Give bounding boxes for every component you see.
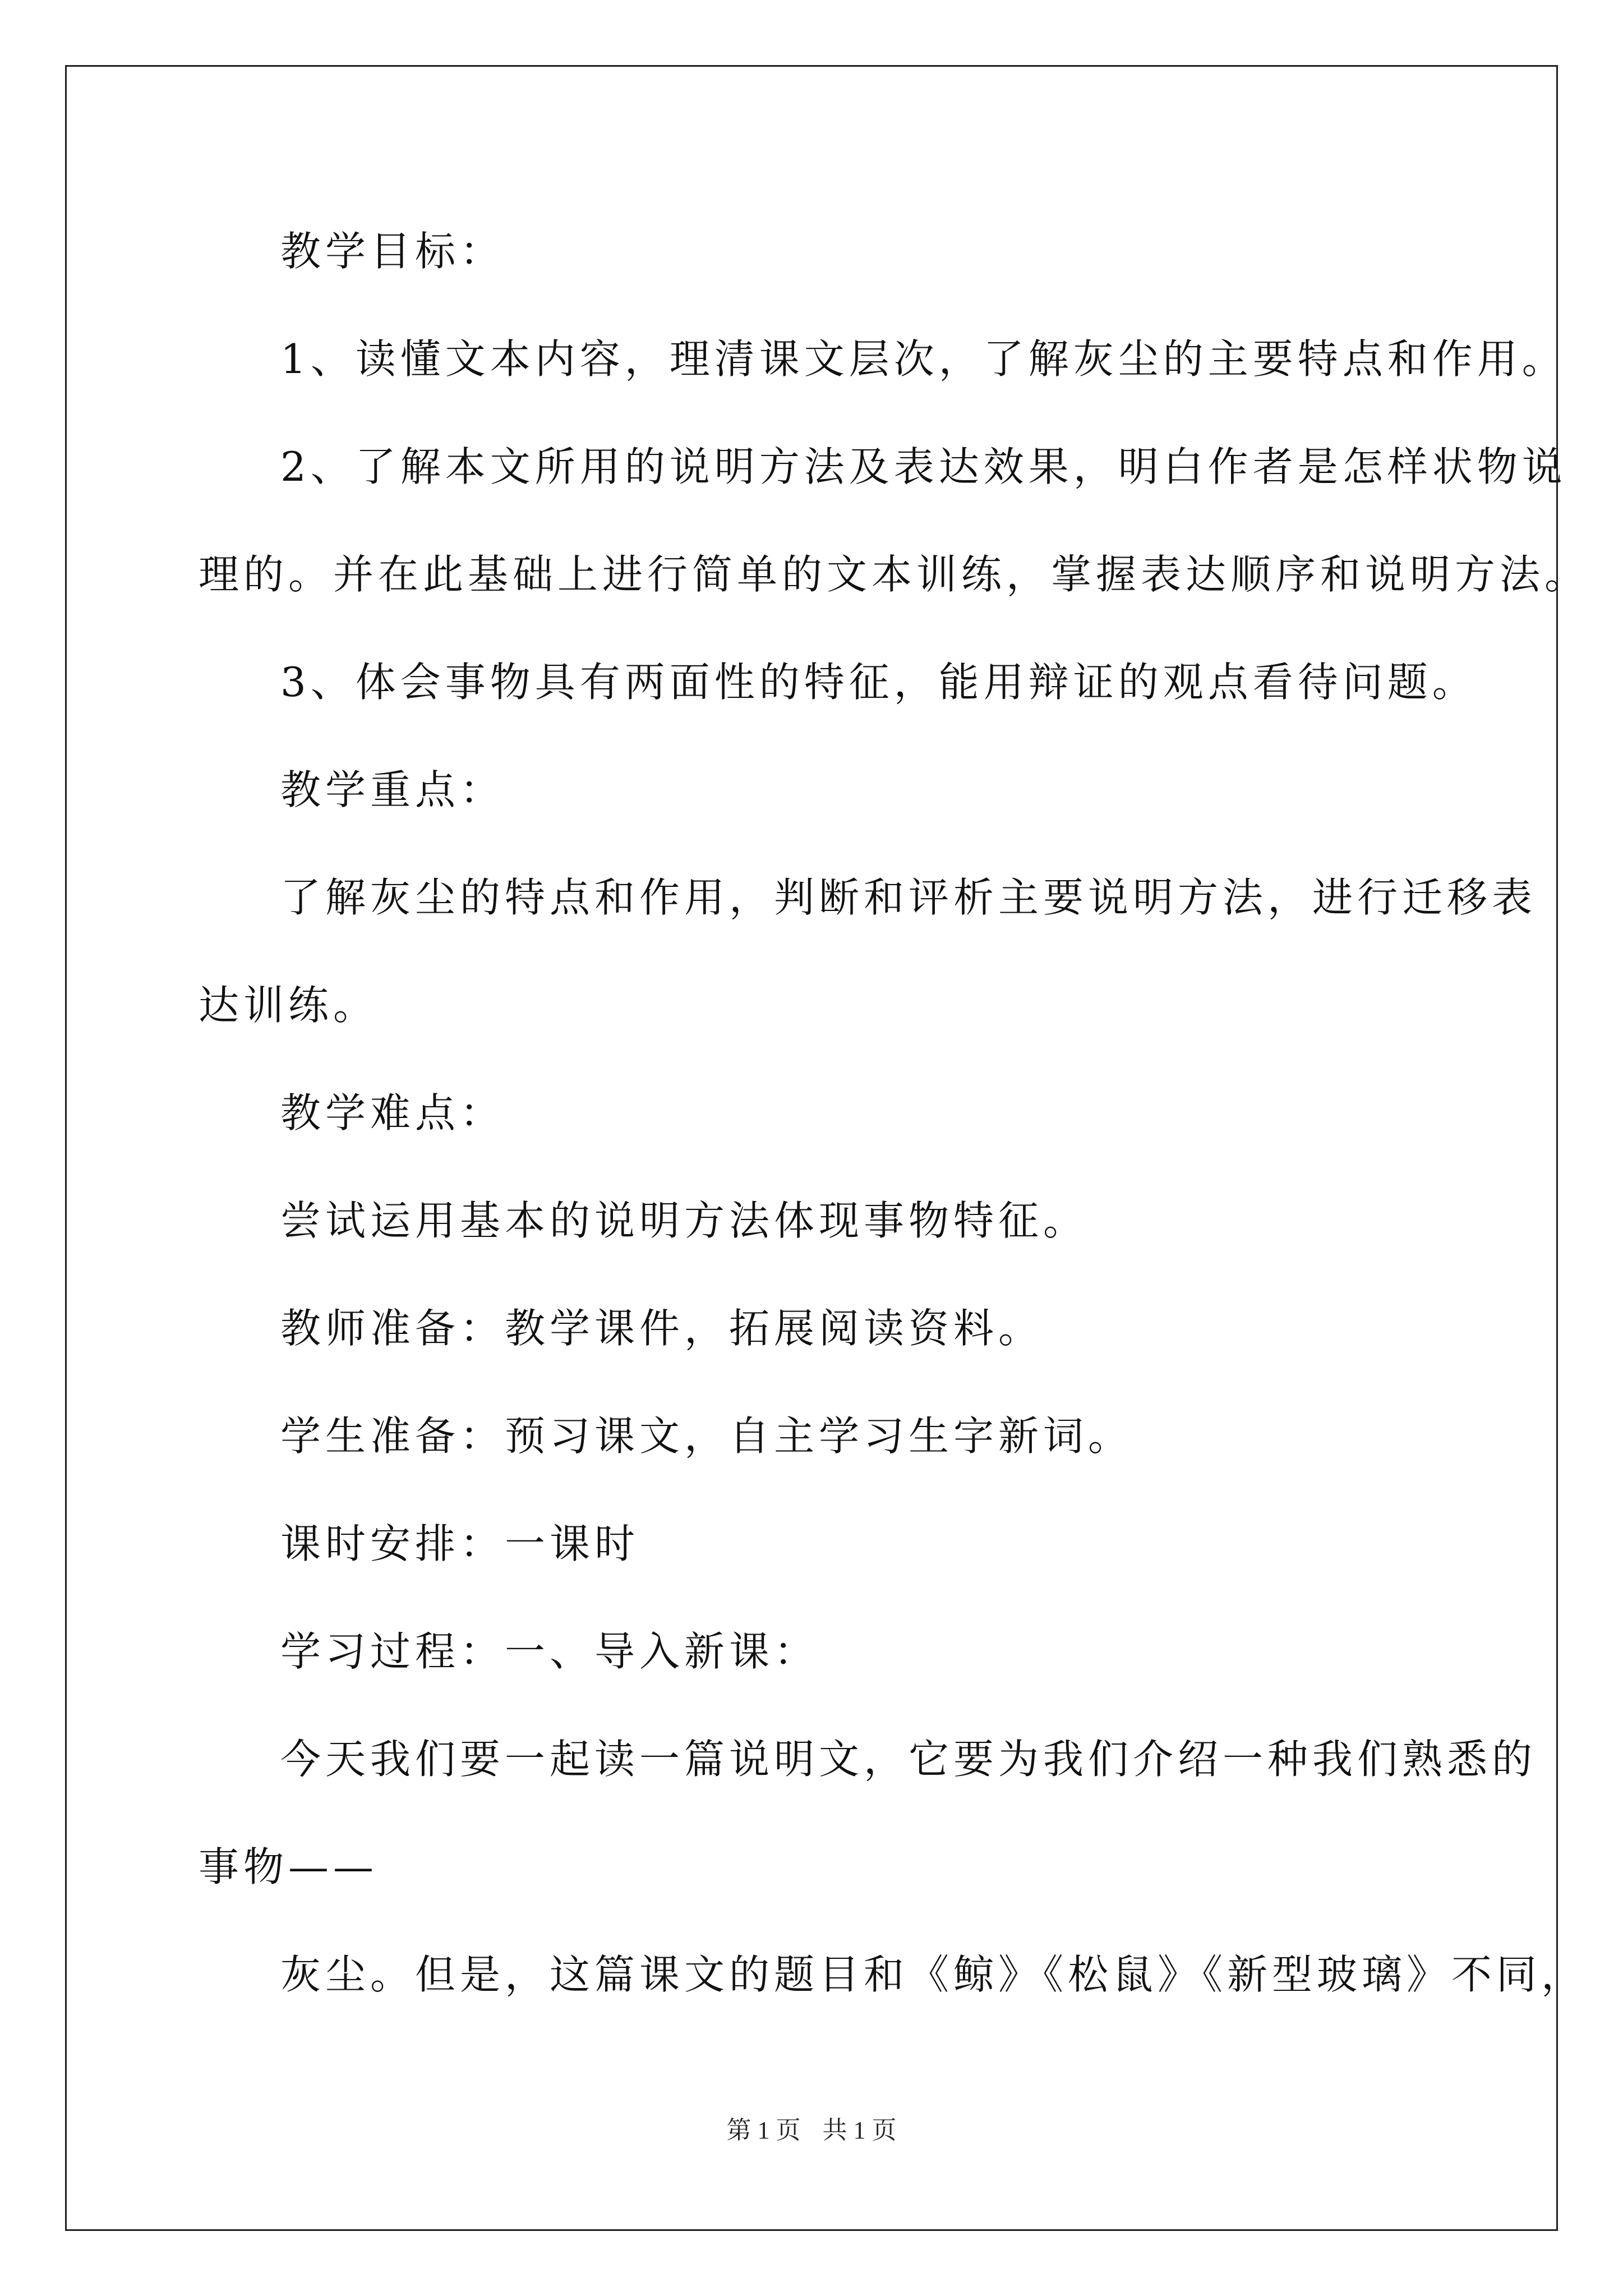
paragraph-goal-2-line-2: 理的。并在此基础上进行简单的文本训练，掌握表达顺序和说明方法。 [199,551,1590,598]
heading-teaching-goals: 教学目标： [280,228,505,275]
paragraph-teacher-prep: 教师准备：教学课件，拓展阅读资料。 [280,1305,1044,1352]
paragraph-student-prep: 学生准备：预习课文，自主学习生字新词。 [280,1412,1133,1460]
paragraph-intro-line-3: 灰尘。但是，这篇课文的题目和《鲸》《松鼠》《新型玻璃》不同， [280,1951,1587,1998]
page-footer [0,2115,1623,2146]
heading-key-points: 教学重点： [280,766,505,813]
page-border [65,65,1558,2231]
paragraph-key-points-line-2: 达训练。 [199,982,379,1029]
paragraph-schedule: 课时安排：一课时 [280,1520,640,1567]
paragraph-intro-line-2: 事物—— [199,1843,379,1890]
paragraph-key-points-line-1: 了解灰尘的特点和作用，判断和评析主要说明方法，进行迁移表 [280,874,1537,921]
paragraph-process: 学习过程：一、导入新课： [280,1628,819,1675]
paragraph-goal-1: 1、读懂文本内容，理清课文层次，了解灰尘的主要特点和作用。 [280,335,1567,383]
paragraph-goal-2-line-1: 2、了解本文所用的说明方法及表达效果，明白作者是怎样状物说 [280,443,1567,490]
paragraph-goal-3: 3、体会事物具有两面性的特征，能用辩证的观点看待问题。 [280,659,1477,706]
paragraph-intro-line-1: 今天我们要一起读一篇说明文，它要为我们介绍一种我们熟悉的 [280,1736,1537,1783]
page-number: 第 1 页 [726,2116,801,2144]
heading-difficulties: 教学难点： [280,1089,505,1137]
total-pages: 共 1 页 [822,2116,897,2144]
paragraph-difficulties: 尝试运用基本的说明方法体现事物特征。 [280,1197,1089,1244]
